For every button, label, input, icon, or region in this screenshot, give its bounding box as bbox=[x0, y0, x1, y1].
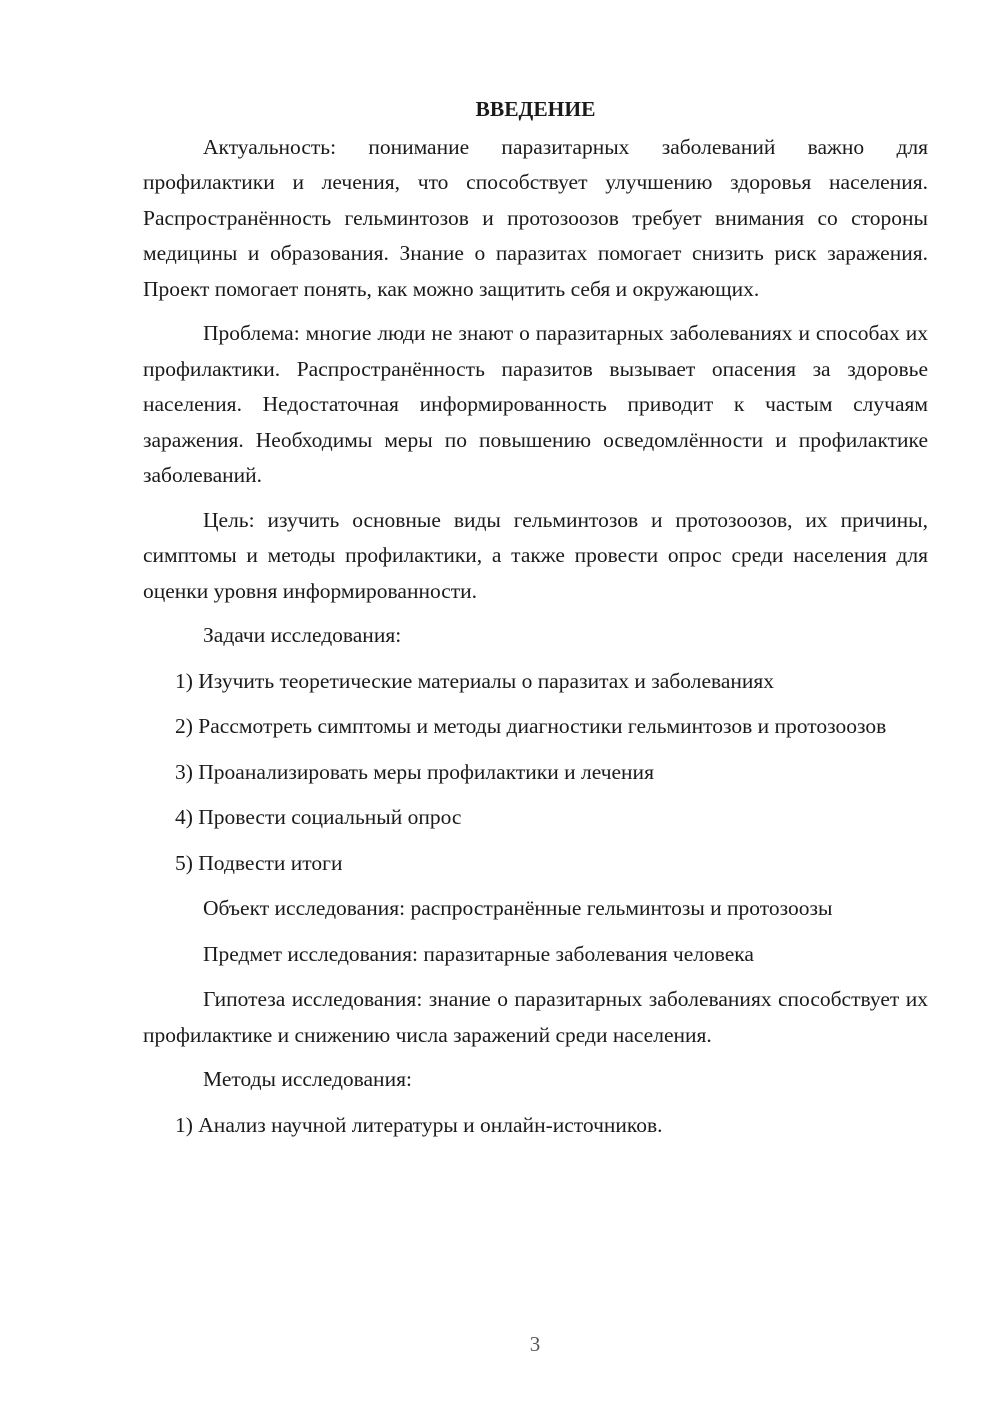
task-item-1: 1) Изучить теоретические материалы о паразитах и заболеваниях bbox=[175, 668, 775, 693]
goal-paragraph: Цель: изучить основные виды гельминтозов и протозоозов, их причины, симптомы и методы профилактики, а также провести опрос среди населения для оценки уровня информированности. bbox=[143, 507, 928, 603]
document-page bbox=[143, 92, 928, 1153]
object-paragraph: Объект исследования: распространённые гельминтозы и протозоозы bbox=[203, 896, 833, 920]
subject-paragraph: Предмет исследования: паразитарные заболевания человека bbox=[203, 941, 754, 966]
problem-paragraph: Проблема: многие люди не знают о паразитарных заболеваниях и способах их профилактики. Распространённость паразитов вызывает опасения за здоровье населения. Недостаточная информированность приводит к частым случаям заражения. Необходимы меры по повышению осведомлённости и профилактике заболеваний. bbox=[143, 321, 928, 487]
page-title: ВВЕДЕНИЕ bbox=[475, 97, 596, 121]
task-item-3: 3) Проанализировать меры профилактики и лечения bbox=[175, 759, 654, 784]
relevance-paragraph: Актуальность: понимание паразитарных заболеваний важно для профилактики и лечения, что способствует улучшению здоровья населения. Распространённость гельминтозов и протозоозов требует внимания со стороны медицины и образования. Знание о паразитах помогает снизить риск заражения. Проект помогает понять, как можно защитить себя и окружающих. bbox=[143, 134, 928, 301]
task-item-2: 2) Рассмотреть симптомы и методы диагностики гельминтозов и протозоозов bbox=[175, 714, 887, 738]
task-item-5: 5) Подвести итоги bbox=[175, 850, 343, 875]
page-number: 3 bbox=[529, 1332, 541, 1356]
method-item-1: 1) Анализ научной литературы и онлайн-источников. bbox=[175, 1112, 663, 1137]
tasks-heading: Задачи исследования: bbox=[203, 623, 402, 647]
hypothesis-paragraph: Гипотеза исследования: знание о паразитарных заболеваниях способствует их профилактике и снижению числа заражений среди населения. bbox=[143, 987, 928, 1047]
task-item-4: 4) Провести социальный опрос bbox=[175, 805, 462, 829]
methods-heading: Методы исследования: bbox=[203, 1067, 412, 1091]
